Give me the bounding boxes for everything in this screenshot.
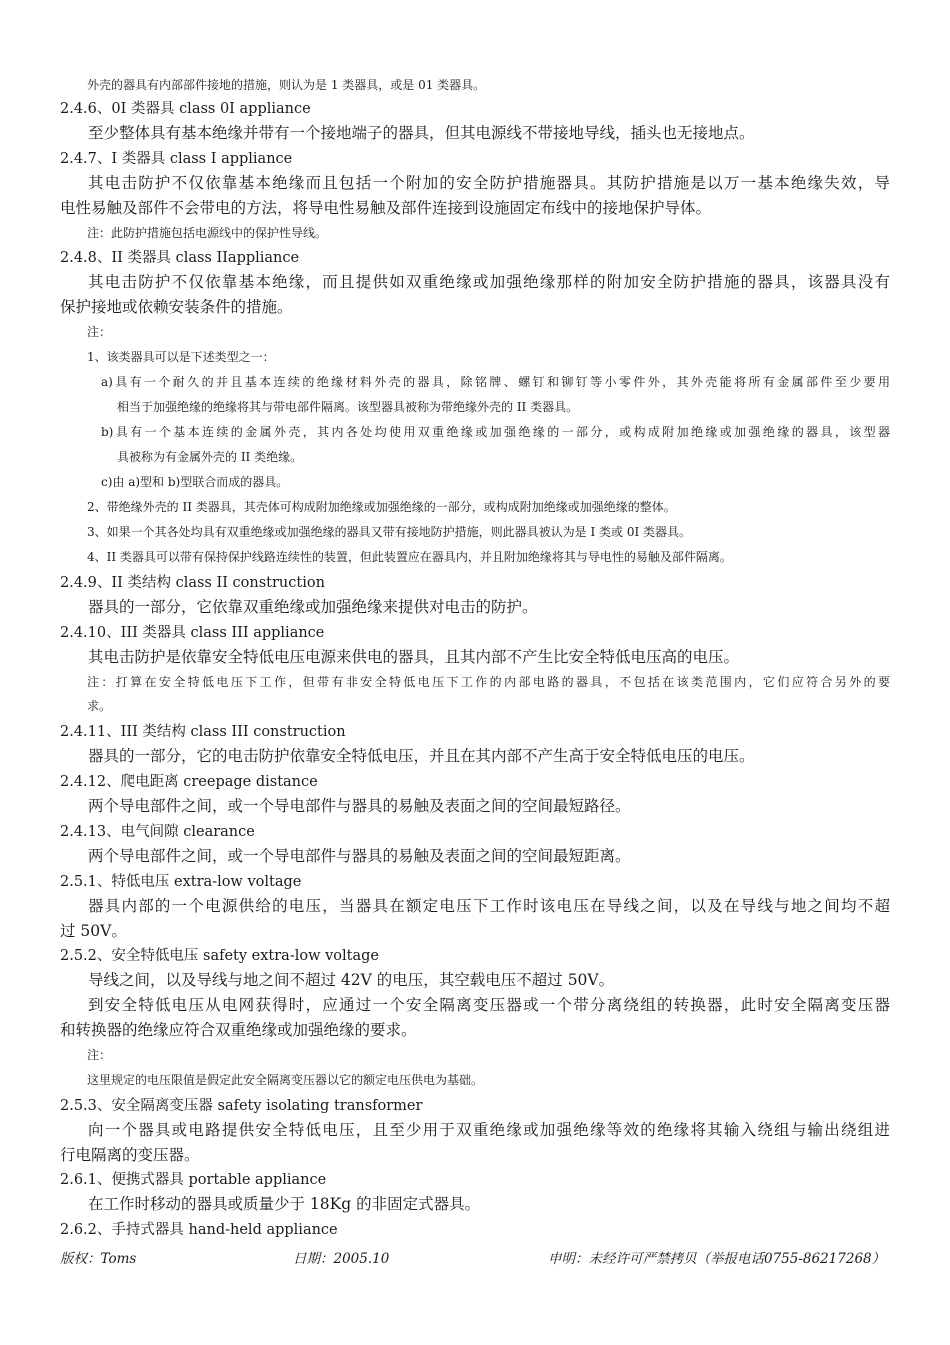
section-heading-2-4-11: 2.4.11、III 类结构 class III construction [60, 724, 346, 740]
section-heading-2-4-7: 2.4.7、I 类器具 class I appliance [60, 151, 293, 167]
paragraph: 两个导电部件之间，或一个导电部件与器具的易触及表面之间的空间最短路径。 [88, 797, 631, 815]
paragraph: 和转换器的绝缘应符合双重绝缘或加强绝缘的要求。 [60, 1021, 417, 1039]
section-heading-2-6-2: 2.6.2、手持式器具 hand-held appliance [60, 1222, 338, 1238]
note-line: 注：打算在安全特低电压下工作，但带有非安全特低电压下工作的内部电路的器具，不包括在该类范围内，它们应符合另外的要 [87, 675, 890, 689]
section-heading-2-4-6: 2.4.6、0I 类器具 class 0I appliance [60, 101, 311, 117]
paragraph: 到安全特低电压从电网获得时，应通过一个安全隔离变压器或一个带分离绕组的转换器，此时安全隔离变压器 [88, 996, 890, 1014]
note-line: 注：此防护措施包括电源线中的保护性导线。 [87, 226, 328, 240]
footer-date: 日期：2005.10 [293, 1251, 390, 1267]
note-line: 具被称为有金属外壳的 II 类绝缘。 [117, 450, 303, 464]
paragraph: 导线之间，以及导线与地之间不超过 42V 的电压，其空载电压不超过 50V。 [88, 971, 615, 989]
paragraph: 两个导电部件之间，或一个导电部件与器具的易触及表面之间的空间最短距离。 [88, 847, 631, 865]
paragraph: 其电击防护是依靠安全特低电压电源来供电的器具，且其内部不产生比安全特低电压高的电压。 [88, 648, 740, 666]
paragraph: 行电隔离的变压器。 [60, 1146, 200, 1164]
section-heading-2-4-8: 2.4.8、II 类器具 class IIappliance [60, 250, 300, 266]
note-line: 外壳的器具有内部部件接地的措施，则认为是 1 类器具，或是 01 类器具。 [87, 78, 486, 92]
note-line: b)具有一个基本连续的金属外壳，其内各处均使用双重绝缘或加强绝缘的一部分，或构成附加绝缘或加强绝缘的器具，该型器 [101, 425, 890, 439]
footer-statement: 申明：未经许可严禁拷贝（举报电话0755-86217268） [548, 1251, 886, 1267]
section-heading-2-4-12: 2.4.12、爬电距离 creepage distance [60, 774, 318, 790]
paragraph: 器具的一部分，它依靠双重绝缘或加强绝缘来提供对电击的防护。 [88, 598, 538, 616]
section-heading-2-4-9: 2.4.9、II 类结构 class II construction [60, 575, 325, 591]
paragraph: 器具的一部分，它的电击防护依靠安全特低电压，并且在其内部不产生高于安全特低电压的电压。 [88, 747, 755, 765]
note-line: 相当于加强绝缘的绝缘将其与带电部件隔离。该型器具被称为带绝缘外壳的 II 类器具。 [117, 400, 579, 414]
note-line: 这里规定的电压限值是假定此安全隔离变压器以它的额定电压供电为基础。 [87, 1073, 484, 1087]
note-line: 2、带绝缘外壳的 II 类器具，其壳体可构成附加绝缘或加强绝缘的一部分，或构成附加绝缘或加强绝缘的整体。 [87, 500, 676, 514]
paragraph: 其电击防护不仅依靠基本绝缘，而且提供如双重绝缘或加强绝缘那样的附加安全防护措施的器具，该器具没有 [88, 273, 890, 291]
paragraph: 过 50V。 [60, 922, 127, 940]
paragraph: 在工作时移动的器具或质量少于 18Kg 的非固定式器具。 [88, 1195, 481, 1213]
note-line: 1、该类器具可以是下述类型之一： [87, 350, 275, 364]
section-heading-2-5-1: 2.5.1、特低电压 extra-low voltage [60, 874, 302, 890]
footer-copyright: 版权：Toms [60, 1251, 137, 1267]
section-heading-2-5-3: 2.5.3、安全隔离变压器 safety isolating transformer [60, 1098, 423, 1114]
note-label: 注： [87, 325, 112, 339]
note-line: 4、II 类器具可以带有保持保护线路连续性的装置，但此装置应在器具内，并且附加绝缘将其与导电性的易触及部件隔离。 [87, 550, 732, 564]
paragraph: 其电击防护不仅依靠基本绝缘而且包括一个附加的安全防护措施器具。其防护措施是以万一基本绝缘失效，导 [88, 174, 890, 192]
note-line: 3、如果一个其各处均具有双重绝缘或加强绝缘的器具又带有接地防护措施，则此器具被认为是 I 类或 0I 类器具。 [87, 525, 692, 539]
paragraph: 保护接地或依赖安装条件的措施。 [60, 298, 293, 316]
section-heading-2-4-13: 2.4.13、电气间隙 clearance [60, 824, 255, 840]
paragraph: 电性易触及部件不会带电的方法，将导电性易触及部件连接到设施固定布线中的接地保护导体。 [60, 199, 712, 217]
paragraph: 器具内部的一个电源供给的电压，当器具在额定电压下工作时该电压在导线之间，以及在导线与地之间均不超 [88, 897, 890, 915]
note-label: 注： [87, 1048, 112, 1062]
section-heading-2-5-2: 2.5.2、安全特低电压 safety extra-low voltage [60, 948, 380, 964]
note-line: a)具有一个耐久的并且基本连续的绝缘材料外壳的器具，除铭牌、螺钉和铆钉等小零件外，其外壳能将所有金属部件至少要用 [101, 375, 890, 389]
section-heading-2-4-10: 2.4.10、III 类器具 class III appliance [60, 625, 325, 641]
note-line: c)由 a)型和 b)型联合而成的器具。 [101, 475, 289, 489]
paragraph: 至少整体具有基本绝缘并带有一个接地端子的器具，但其电源线不带接地导线，插头也无接地点。 [88, 124, 755, 142]
note-line: 求。 [87, 699, 112, 713]
paragraph: 向一个器具或电路提供安全特低电压，且至少用于双重绝缘或加强绝缘等效的绝缘将其输入绕组与输出绕组进 [88, 1121, 890, 1139]
section-heading-2-6-1: 2.6.1、便携式器具 portable appliance [60, 1172, 327, 1188]
